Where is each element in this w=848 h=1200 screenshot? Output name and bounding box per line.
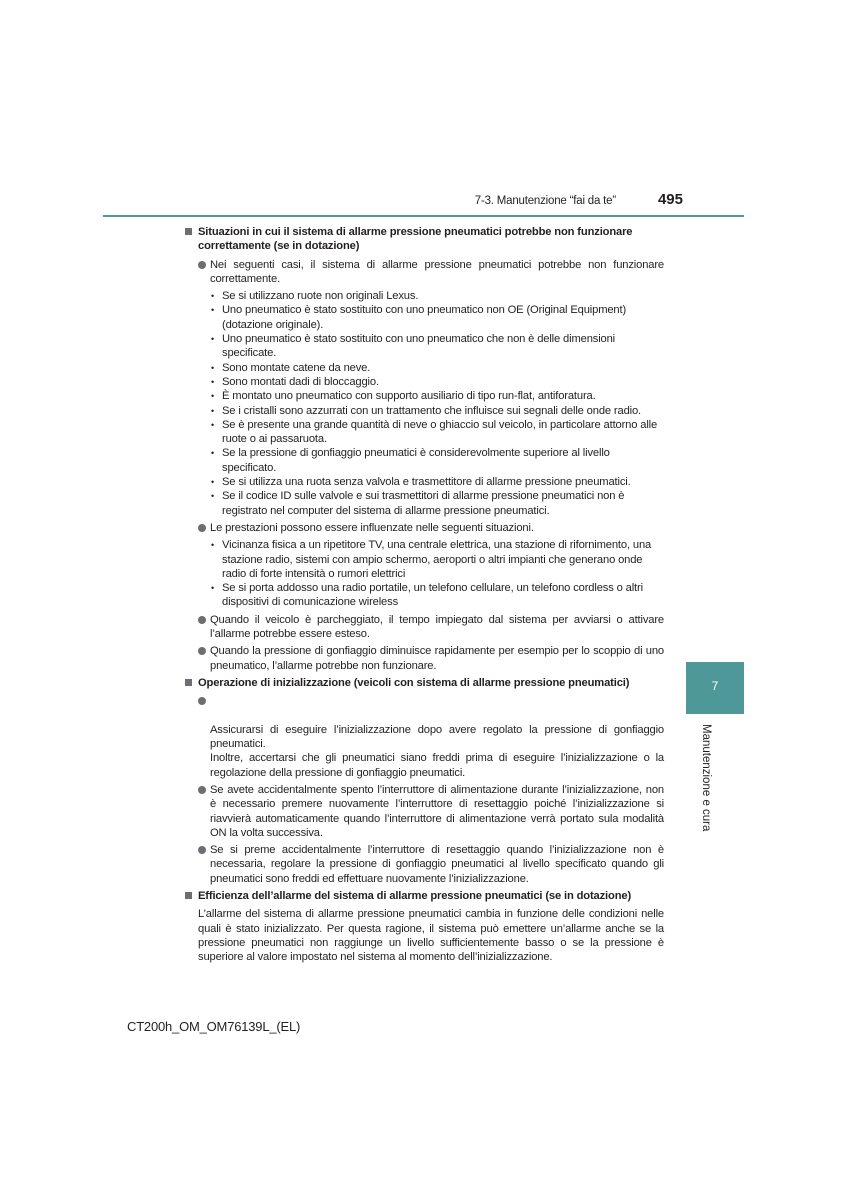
list-item: • È montato uno pneumatico con supporto ausiliario di tipo run-flat, antiforatura. [222,389,664,403]
paragraph: Le prestazioni possono essere influenzate nelle seguenti situazioni. [184,521,664,535]
page-number: 495 [657,191,683,208]
list-item: • Se è presente una grande quantità di neve o ghiaccio sul veicolo, in particolare attorno alle ruote o ai passaruota. [222,418,664,447]
paragraph: Nei seguenti casi, il sistema di allarme pressione pneumatici potrebbe non funzionare correttamente. [184,258,664,287]
section-heading: Efficienza dell’allarme del sistema di allarme pressione pneumatici (se in dotazione) [184,889,664,903]
section-heading: Situazioni in cui il sistema di allarme pressione pneumatici potrebbe non funzionare correttamente (se in dotazione) [184,225,664,254]
paragraph: Assicurarsi di eseguire l’inizializzazione dopo avere regolato la pressione di gonfiaggio pneumatici. Inoltre, accertarsi che gli pneumatici siano freddi prima di eseguire l’inizializzazione o la regolazione della pressione di gonfiaggio pneumatici. [184,694,664,780]
circle-bullet-icon [198,616,206,624]
bullet-list [184,538,664,609]
section-malfunction-conditions [184,225,664,673]
list-item: • Se si utilizza una ruota senza valvola e trasmettitore di allarme pressione pneumatici. [222,475,664,489]
circle-bullet-icon [198,647,206,655]
list-item: • Se i cristalli sono azzurrati con un trattamento che influisce sui segnali delle onde radio. [222,404,664,418]
list-item: • Sono montate catene da neve. [222,361,664,375]
list-item: • Se si utilizzano ruote non originali Lexus. [222,289,664,303]
paragraph: Se avete accidentalmente spento l’interruttore di alimentazione durante l’inizializzazione, non è necessario premere nuovamente l’interruttore di resettaggio poiché l’inizializzazione si riavvierà automaticamente quando l’interruttore di alimentazione verrà portato sula modalità ON la volta successiva. [184,783,664,840]
circle-bullet-icon [198,524,206,532]
paragraph: Quando il veicolo è parcheggiato, il tempo impiegato dal sistema per avviarsi o attivare l’allarme potrebbe essere esteso. [184,613,664,642]
circle-bullet-icon [198,786,206,794]
square-marker-icon [185,228,192,235]
section-warning-efficiency [184,889,664,964]
paragraph: Quando la pressione di gonfiaggio diminuisce rapidamente per esempio per lo scoppio di uno pneumatico, l’allarme potrebbe non funzionare. [184,644,664,673]
document-code: CT200h_OM_OM76139L_(EL) [127,1019,301,1034]
page-content [184,225,664,967]
body-paragraph: L’allarme del sistema di allarme pressione pneumatici cambia in funzione delle condizioni nelle quali è stato inizializzato. Per questa ragione, il sistema può emettere un’allarme anche se la pressione pneumatici non raggiunge un livello sufficientemente basso o se la pressione è superiore al valore impostato nel sistema al momento dell’inizializzazione. [198,908,664,964]
bullet-list [184,289,664,518]
circle-bullet-icon [198,846,206,854]
paragraph: Se si preme accidentalmente l’interruttore di resettaggio quando l’inizializzazione non è necessaria, regolare la pressione di gonfiaggio pneumatici al livello specificato quando gli pneumatici sono freddi ed effettuare nuovamente l’inizializzazione. [184,843,664,886]
section-heading: Operazione di inizializzazione (veicoli con sistema di allarme pressione pneumatici) [184,676,664,690]
list-item: • Se la pressione di gonfiaggio pneumatici è considerevolmente superiore al livello specificato. [222,446,664,475]
square-marker-icon [185,892,192,899]
chapter-label: Manutenzione e cura [700,724,712,832]
circle-bullet-icon [198,697,206,705]
list-item: • Se il codice ID sulle valvole e sui trasmettitori di allarme pressione pneumatici non è registrato nel computer del sistema di allarme pressione pneumatici. [222,489,664,518]
chapter-number: 7 [711,679,719,693]
chapter-tab[interactable] [686,662,744,714]
list-item: • Uno pneumatico è stato sostituito con uno pneumatico che non è delle dimensioni specificate. [222,332,664,361]
list-item: • Vicinanza fisica a un ripetitore TV, una centrale elettrica, una stazione di rifornimento, una stazione radio, sistemi con ampio schermo, aeroporti o altri impianti che generano onde radio di forte intensità o rumori elettrici [222,538,664,581]
header-rule [103,215,744,217]
square-marker-icon [185,679,192,686]
section-initialization [184,676,664,886]
list-item: • Uno pneumatico è stato sostituito con uno pneumatico non OE (Original Equipment) (dotazione originale). [222,303,664,332]
list-item: • Sono montati dadi di bloccaggio. [222,375,664,389]
list-item: • Se si porta addosso una radio portatile, un telefono cellulare, un telefono cordless o altri dispositivi di comunicazione wireless [222,581,664,610]
circle-bullet-icon [198,261,206,269]
header-section-title: 7-3. Manutenzione “fai da te” [474,195,616,207]
